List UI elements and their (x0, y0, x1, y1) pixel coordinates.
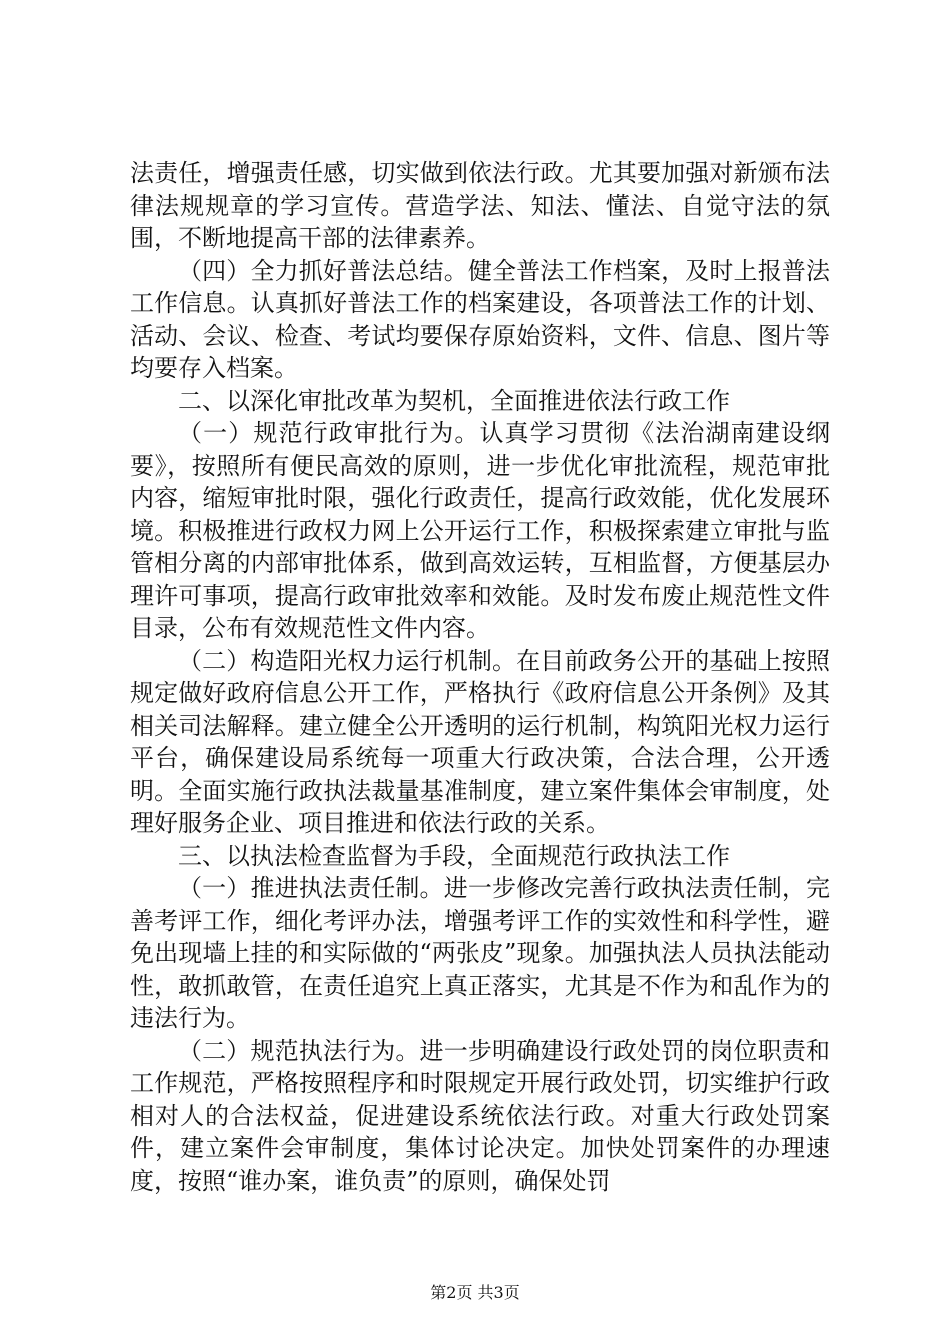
paragraph: （一）规范行政审批行为。认真学习贯彻《法治湖南建设纲要》，按照所有便民高效的原则，进一步优化审批流程，规范审批内容，缩短审批时限，强化行政责任，提高行政效能，优化发展环境。积极推进行政权力网上公开运行工作，积极探索建立审批与监管相分离的内部审批体系，做到高效运转，互相监督，方便基层办理许可事项，提高行政审批效率和效能。及时发布废止规范性文件目录，公布有效规范性文件内容。 (130, 419, 830, 642)
paragraph: （一）推进执法责任制。进一步修改完善行政执法责任制，完善考评工作，细化考评办法，增强考评工作的实效性和科学性，避免出现墙上挂的和实际做的“两张皮”现象。加强执法人员执法能动性，敢抓敢管，在责任追究上真正落实，尤其是不作为和乱作为的违法行为。 (130, 874, 830, 1032)
paragraph: （二）规范执法行为。进一步明确建设行政处罚的岗位职责和工作规范，严格按照程序和时限规定开展行政处罚，切实维护行政相对人的合法权益，促进建设系统依法行政。对重大行政处罚案件，建立案件会审制度，集体讨论决定。加快处罚案件的办理速度，按照“谁办案，谁负责”的原则，确保处罚 (130, 1036, 830, 1195)
paragraph: （二）构造阳光权力运行机制。在目前政务公开的基础上按照规定做好政府信息公开工作，严格执行《政府信息公开条例》及其相关司法解释。建立健全公开透明的运行机制，构筑阳光权力运行平台，确保建设局系统每一项重大行政决策，合法合理，公开透明。全面实施行政执法裁量基准制度，建立案件集体会审制度，处理好服务企业、项目推进和依法行政的关系。 (130, 646, 830, 837)
page-footer: 第2页 共3页 (430, 1283, 520, 1302)
section-heading: 三、以执法检查监督为手段，全面规范行政执法工作 (178, 841, 730, 870)
paragraph: （四）全力抓好普法总结。健全普法工作档案，及时上报普法工作信息。认真抓好普法工作的档案建设，各项普法工作的计划、活动、会议、检查、考试均要保存原始资料，文件、信息、图片等均要存入档案。 (130, 256, 830, 382)
paragraph: 法责任，增强责任感，切实做到依法行政。尤其要加强对新颁布法律法规规章的学习宣传。营造学法、知法、懂法、自觉守法的氛围，不断地提高干部的法律素养。 (130, 159, 830, 252)
document-body (130, 157, 830, 1197)
section-heading: 二、以深化审批改革为契机，全面推进依法行政工作 (178, 386, 730, 415)
